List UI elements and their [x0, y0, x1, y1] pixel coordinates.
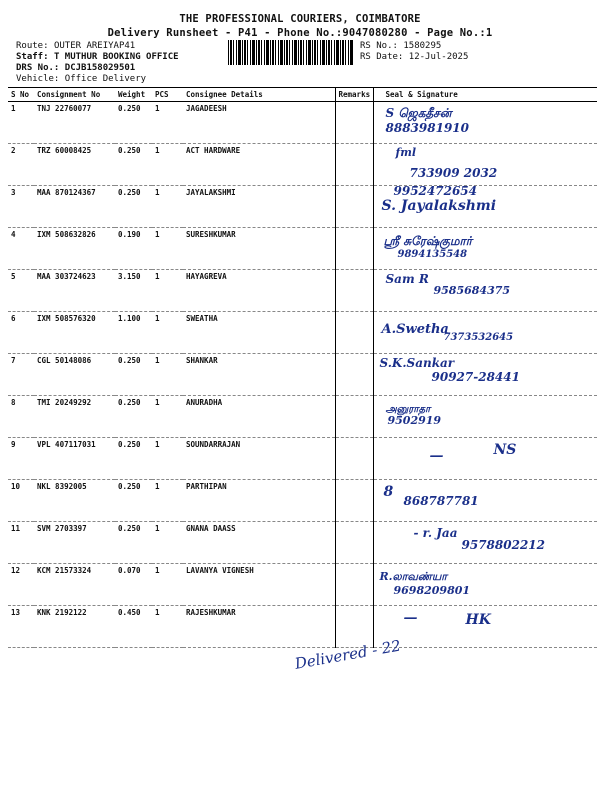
delivered-count-note: Delivered - 22	[293, 636, 403, 673]
handwritten-phone: 9585684375	[433, 284, 511, 297]
handwritten-signature: Sam R	[385, 272, 429, 286]
row-consignment-no: IXM 508632826	[34, 228, 115, 270]
row-consignment-no: MAA 303724623	[34, 270, 115, 312]
row-sno: 9	[8, 438, 34, 480]
route-line	[16, 41, 135, 51]
row-consignee: JAYALAKSHMI	[183, 186, 335, 228]
handwritten-signature: ஸ்ரீ சுரேஷ்குமார்	[383, 234, 473, 248]
row-pcs: 1	[152, 480, 183, 522]
row-consignment-no: TMI 20249292	[34, 396, 115, 438]
table-row	[8, 270, 597, 312]
row-weight: 0.250	[115, 438, 152, 480]
row-remarks	[335, 228, 373, 270]
row-sno: 1	[8, 102, 34, 144]
row-consignee: LAVANYA VIGNESH	[183, 564, 335, 606]
table-row	[8, 102, 597, 144]
row-consignment-no: NKL 8392005	[34, 480, 115, 522]
col-consignee: Consignee Details	[183, 88, 335, 102]
row-remarks	[335, 270, 373, 312]
vehicle-label: Vehicle:	[16, 74, 60, 84]
row-consignee: SURESHKUMAR	[183, 228, 335, 270]
drs-label: DRS No.:	[16, 63, 60, 73]
runsheet-title: Delivery Runsheet - P41 - Phone No.:9047080280 - Page No.:1	[107, 27, 493, 39]
row-pcs: 1	[152, 522, 183, 564]
rs-no-value: 1580295	[403, 41, 442, 51]
drs-line	[16, 63, 135, 73]
row-remarks	[335, 564, 373, 606]
staff-value: T MUTHUR BOOKING OFFICE	[53, 52, 179, 62]
handwritten-signature: 9952472654	[393, 184, 477, 198]
row-consignment-no: CGL 50148086	[34, 354, 115, 396]
row-pcs: 1	[152, 228, 183, 270]
row-consignment-no: IXM 508576320	[34, 312, 115, 354]
row-sno: 2	[8, 144, 34, 186]
row-pcs: 1	[152, 564, 183, 606]
row-consignee: SWEATHA	[183, 312, 335, 354]
row-sno: 11	[8, 522, 34, 564]
row-seal-signature	[373, 354, 597, 396]
handwritten-phone: 9698209801	[393, 584, 471, 597]
handwritten-signature: R.லாவண்யா	[379, 570, 448, 583]
row-sno: 7	[8, 354, 34, 396]
handwritten-signature: - r. Jaa	[413, 526, 458, 540]
table-row	[8, 144, 597, 186]
handwritten-signature: S.K.Sankar	[379, 356, 455, 370]
col-seal-signature: Seal & Signature	[373, 88, 597, 102]
handwritten-phone: HK	[465, 612, 491, 628]
row-sno: 12	[8, 564, 34, 606]
handwritten-phone: 9502919	[387, 414, 442, 427]
row-consignment-no: TRZ 60008425	[34, 144, 115, 186]
row-sno: 8	[8, 396, 34, 438]
row-consignee: ACT HARDWARE	[183, 144, 335, 186]
row-consignee: SHANKAR	[183, 354, 335, 396]
row-weight: 0.250	[115, 522, 152, 564]
handwritten-signature: fml	[395, 146, 417, 159]
handwritten-phone: S. Jayalakshmi	[381, 198, 497, 214]
rs-date-line	[360, 52, 468, 62]
handwritten-signature: S ஜெகதீசன்	[385, 106, 452, 120]
staff-line	[16, 52, 179, 62]
row-sno: 10	[8, 480, 34, 522]
row-sno: 5	[8, 270, 34, 312]
rs-date-label: RS Date:	[360, 52, 404, 62]
vehicle-line	[16, 74, 146, 84]
company-title: THE PROFESSIONAL COURIERS, COIMBATORE	[179, 13, 421, 25]
row-weight: 0.450	[115, 606, 152, 648]
row-weight: 0.250	[115, 396, 152, 438]
row-pcs: 1	[152, 396, 183, 438]
route-label: Route:	[16, 41, 49, 51]
table-header-row	[8, 88, 597, 102]
handwritten-phone: 733909 2032	[409, 166, 498, 180]
row-pcs: 1	[152, 606, 183, 648]
handwritten-signature: 8	[383, 484, 394, 500]
row-consignee: RAJESHKUMAR	[183, 606, 335, 648]
row-pcs: 1	[152, 186, 183, 228]
row-remarks	[335, 522, 373, 564]
table-row	[8, 312, 597, 354]
row-seal-signature	[373, 228, 597, 270]
row-seal-signature	[373, 438, 597, 480]
barcode-icon	[228, 40, 353, 65]
row-seal-signature	[373, 606, 597, 648]
row-remarks	[335, 144, 373, 186]
col-pcs: PCS	[152, 88, 183, 102]
route-value: OUTER AREIYAP41	[53, 41, 136, 51]
row-pcs: 1	[152, 270, 183, 312]
col-sno: S No	[8, 88, 34, 102]
handwritten-phone: NS	[493, 442, 517, 458]
row-sno: 3	[8, 186, 34, 228]
row-consignment-no: SVM 2703397	[34, 522, 115, 564]
row-weight: 0.250	[115, 186, 152, 228]
row-remarks	[335, 480, 373, 522]
row-consignee: ANURADHA	[183, 396, 335, 438]
row-consignment-no: TNJ 22760077	[34, 102, 115, 144]
row-sno: 4	[8, 228, 34, 270]
col-weight: Weight	[115, 88, 152, 102]
row-remarks	[335, 396, 373, 438]
table-row	[8, 564, 597, 606]
row-pcs: 1	[152, 144, 183, 186]
rs-no-label: RS No.:	[360, 41, 398, 51]
handwritten-signature: அனுராதா	[385, 404, 431, 415]
row-seal-signature	[373, 522, 597, 564]
handwritten-phone: 9894135548	[397, 249, 468, 260]
row-sno: 6	[8, 312, 34, 354]
row-consignment-no: MAA 870124367	[34, 186, 115, 228]
row-consignment-no: KNK 2192122	[34, 606, 115, 648]
table-row	[8, 396, 597, 438]
row-weight: 0.250	[115, 144, 152, 186]
row-consignment-no: KCM 21573324	[34, 564, 115, 606]
handwritten-phone: 9578802212	[461, 538, 545, 552]
col-consignment: Consignment No	[34, 88, 115, 102]
table-row	[8, 480, 597, 522]
row-sno: 13	[8, 606, 34, 648]
row-weight: 0.250	[115, 102, 152, 144]
row-seal-signature	[373, 312, 597, 354]
table-row	[8, 354, 597, 396]
table-row	[8, 522, 597, 564]
table-row	[8, 186, 597, 228]
row-seal-signature	[373, 186, 597, 228]
row-consignee: PARTHIPAN	[183, 480, 335, 522]
handwritten-phone: 7373532645	[443, 332, 514, 343]
row-pcs: 1	[152, 312, 183, 354]
staff-label: Staff:	[16, 52, 49, 62]
row-consignment-no: VPL 407117031	[34, 438, 115, 480]
handwritten-signature: —	[403, 610, 418, 626]
row-seal-signature	[373, 396, 597, 438]
runsheet-table	[8, 87, 597, 648]
row-consignee: SOUNDARRAJAN	[183, 438, 335, 480]
row-seal-signature	[373, 144, 597, 186]
row-seal-signature	[373, 102, 597, 144]
handwritten-signature: A.Swetha	[381, 322, 449, 337]
rs-no-line	[360, 41, 441, 51]
row-pcs: 1	[152, 102, 183, 144]
row-weight: 0.190	[115, 228, 152, 270]
row-seal-signature	[373, 480, 597, 522]
row-consignee: JAGADEESH	[183, 102, 335, 144]
row-remarks	[335, 186, 373, 228]
row-weight: 3.150	[115, 270, 152, 312]
drs-value: DCJB158029501	[64, 63, 136, 73]
table-row	[8, 228, 597, 270]
row-consignee: HAYAGREVA	[183, 270, 335, 312]
row-pcs: 1	[152, 438, 183, 480]
row-weight: 1.100	[115, 312, 152, 354]
handwritten-phone: 868787781	[403, 494, 479, 508]
table-row	[8, 438, 597, 480]
handwritten-phone: 90927-28441	[431, 370, 520, 384]
row-consignee: GNANA DAASS	[183, 522, 335, 564]
row-seal-signature	[373, 564, 597, 606]
row-remarks	[335, 438, 373, 480]
rs-date-value: 12-Jul-2025	[408, 52, 469, 62]
row-pcs: 1	[152, 354, 183, 396]
handwritten-phone: 8883981910	[385, 121, 469, 135]
row-remarks	[335, 312, 373, 354]
row-seal-signature	[373, 270, 597, 312]
row-remarks	[335, 354, 373, 396]
row-weight: 0.250	[115, 354, 152, 396]
col-remarks: Remarks	[335, 88, 373, 102]
row-weight: 0.250	[115, 480, 152, 522]
row-remarks	[335, 102, 373, 144]
handwritten-signature: —	[429, 448, 444, 464]
row-weight: 0.070	[115, 564, 152, 606]
vehicle-value: Office Delivery	[64, 74, 147, 84]
table-row	[8, 606, 597, 648]
